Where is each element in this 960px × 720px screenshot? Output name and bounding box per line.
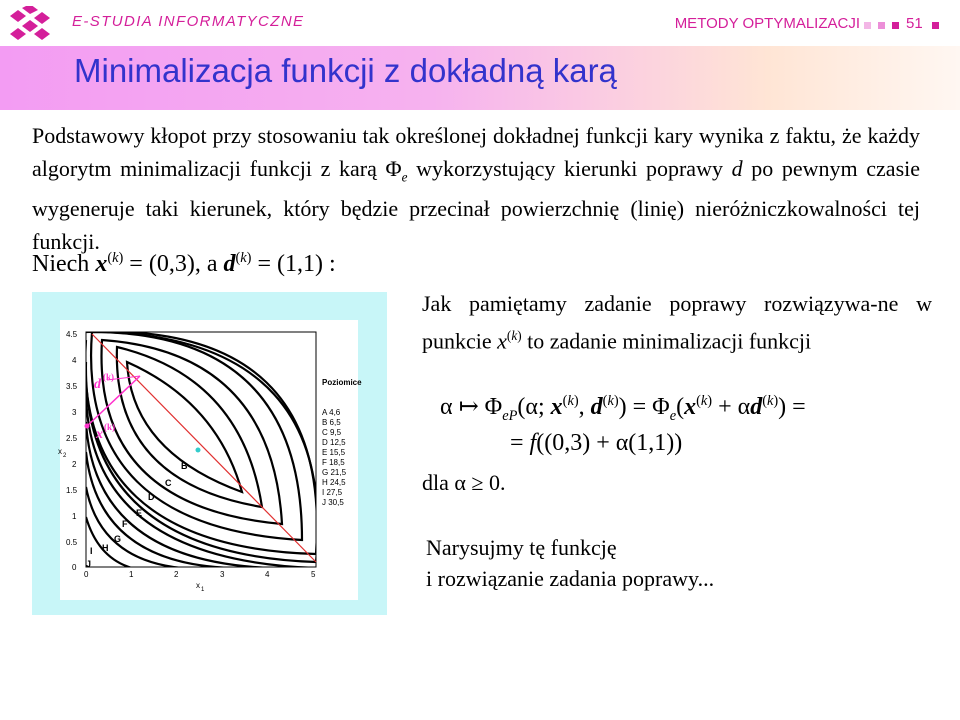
svg-text:5: 5 — [311, 570, 316, 579]
equation-1: α ↦ $\Phi_{eP}(\alpha$; $x^{(k)}$, $d^{(k)}) = \Phi_e(x^{(k)} + \alpha d^{(k)})$ = — [440, 393, 806, 424]
svg-text:1.5: 1.5 — [66, 486, 78, 495]
svg-text:(k): (k) — [104, 422, 115, 432]
svg-text:2: 2 — [174, 570, 179, 579]
svg-text:B 6,5: B 6,5 — [322, 418, 341, 427]
svg-text:x: x — [96, 427, 103, 442]
svg-text:J: J — [86, 559, 92, 569]
niech-statement: Niech $x^{(k)} = (0,3)$, a $d^{(k)} = (1,1)$ : — [32, 250, 336, 277]
svg-text:E 15,5: E 15,5 — [322, 448, 346, 457]
brand-name: E-STUDIA INFORMATYCZNE — [72, 13, 305, 30]
logo-icon — [8, 6, 56, 42]
slide-title: Minimalizacja funkcji z dokładną karą — [74, 52, 617, 89]
svg-text:3: 3 — [72, 408, 77, 417]
page-number: 51 — [906, 15, 923, 32]
svg-text:2.5: 2.5 — [66, 434, 78, 443]
svg-text:C 9,5: C 9,5 — [322, 428, 342, 437]
svg-text:I 27,5: I 27,5 — [322, 488, 343, 497]
svg-text:d: d — [94, 377, 101, 392]
svg-text:E: E — [136, 508, 143, 518]
decor-square-icon — [864, 22, 871, 29]
svg-text:D: D — [148, 492, 155, 502]
intro-paragraph: Podstawowy kłopot przy stosowaniu tak określonej dokładnej funkcji kary wynika z faktu, że każdy algorytm minimalizacji funkcji z karą $\Phi_e$ wykorzystujący kierunki poprawy d po pewnym czasie wygeneruje taki kierunek, który będzie przecinał powierzchnię (linię) nieróżniczkowalności tej funkcji. — [32, 123, 921, 254]
closing-line-2: i rozwiązanie zadania poprawy... — [426, 566, 715, 591]
svg-text:F 18,5: F 18,5 — [322, 458, 345, 467]
condition-text: dla α ≥ 0. — [422, 470, 506, 495]
course-name: METODY OPTYMALIZACJI — [674, 15, 860, 32]
svg-text:H 24,5: H 24,5 — [322, 478, 346, 487]
svg-text:0: 0 — [84, 570, 89, 579]
svg-text:I: I — [90, 546, 93, 556]
svg-text:1: 1 — [72, 512, 77, 521]
svg-text:4: 4 — [72, 356, 77, 365]
svg-text:B: B — [181, 461, 188, 471]
right-paragraph: Jak pamiętamy zadanie poprawy rozwiązywa-ne w punkcie $x^{(k)}$ to zadanie minimalizacji funkcji — [422, 291, 932, 354]
decor-square-icon — [932, 22, 939, 29]
svg-text:0: 0 — [72, 563, 77, 572]
svg-text:Poziomice: Poziomice — [322, 378, 362, 387]
svg-text:4: 4 — [265, 570, 270, 579]
svg-text:F: F — [122, 519, 128, 529]
equation-2: = f((0,3) + α(1,1)) — [510, 430, 683, 456]
svg-text:3.5: 3.5 — [66, 382, 78, 391]
svg-text:2: 2 — [72, 460, 77, 469]
svg-text:J 30,5: J 30,5 — [322, 498, 344, 507]
svg-text:C: C — [165, 478, 172, 488]
svg-text:4.5: 4.5 — [66, 330, 78, 339]
svg-text:(k): (k) — [103, 372, 114, 382]
svg-text:A 4,6: A 4,6 — [322, 408, 341, 417]
decor-square-icon — [878, 22, 885, 29]
svg-text:1: 1 — [201, 587, 205, 593]
svg-text:x: x — [58, 447, 62, 456]
svg-text:G: G — [114, 534, 122, 544]
svg-text:G 21,5: G 21,5 — [322, 468, 347, 477]
svg-text:H: H — [102, 543, 109, 553]
closing-line-1: Narysujmy tę funkcję — [426, 535, 617, 560]
svg-text:D 12,5: D 12,5 — [322, 438, 346, 447]
svg-text:0.5: 0.5 — [66, 538, 78, 547]
svg-text:x: x — [196, 581, 200, 590]
svg-text:2: 2 — [63, 453, 67, 459]
svg-text:1: 1 — [129, 570, 134, 579]
decor-square-icon — [892, 22, 899, 29]
contour-plot — [32, 292, 387, 615]
svg-text:3: 3 — [220, 570, 225, 579]
